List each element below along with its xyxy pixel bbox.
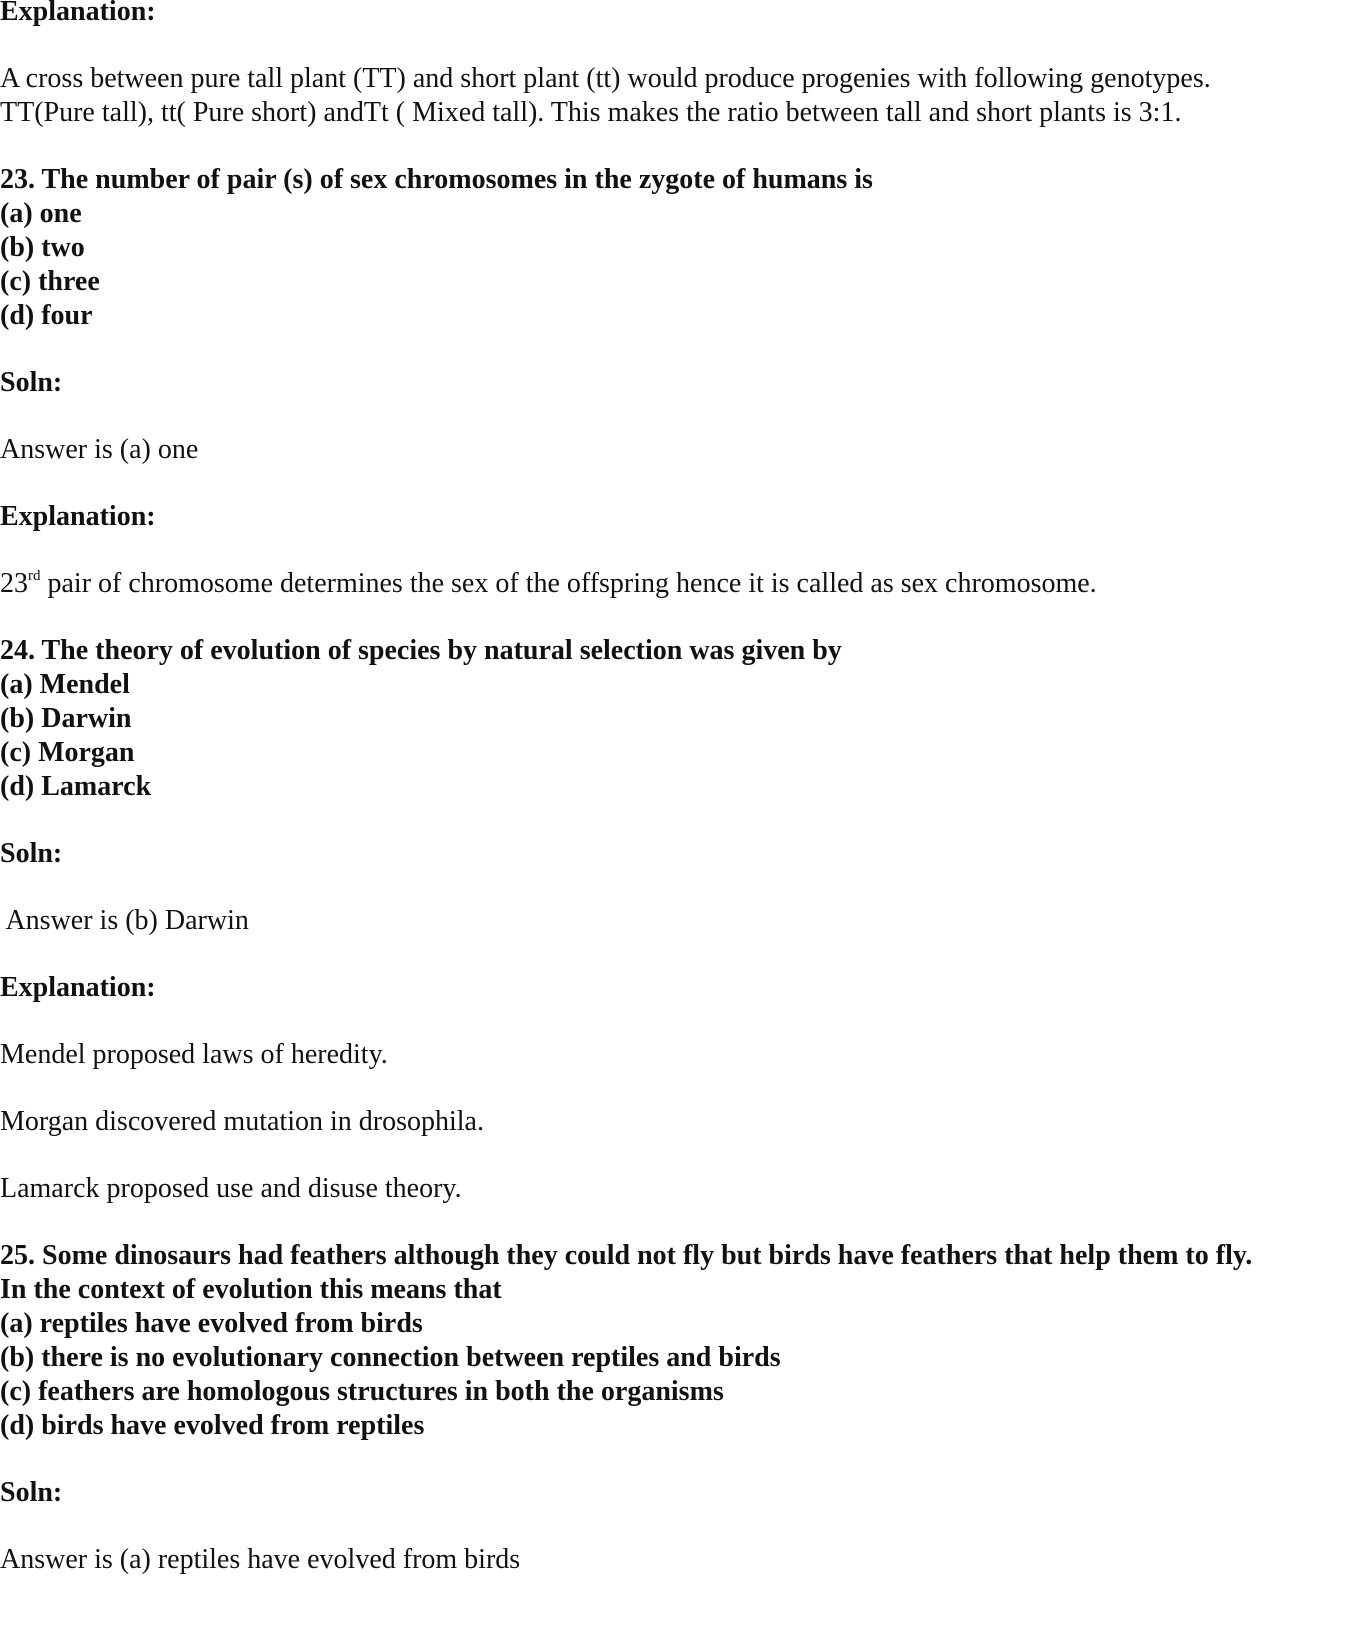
explanation-text-line: Lamarck proposed use and disuse theory. (0, 1173, 462, 1204)
question-25-option-b: (b) there is no evolutionary connection between reptiles and birds (0, 1342, 781, 1373)
soln-heading: Soln: (0, 1477, 63, 1508)
question-25-text-line: 25. Some dinosaurs had feathers although they could not fly but birds have feathers that help them to fly. (0, 1240, 1253, 1271)
question-24-answer: Answer is (b) Darwin (0, 905, 249, 936)
explanation-heading: Explanation: (0, 972, 156, 1003)
soln-heading: Soln: (0, 838, 63, 869)
explanation-heading: Explanation: (0, 0, 156, 27)
explanation-number: 23 (0, 568, 28, 599)
question-25-option-d: (d) birds have evolved from reptiles (0, 1410, 425, 1441)
question-23-option-c: (c) three (0, 266, 100, 297)
question-24-option-d: (d) Lamarck (0, 771, 152, 802)
question-24-text: 24. The theory of evolution of species by natural selection was given by (0, 635, 842, 666)
explanation-text-line: A cross between pure tall plant (TT) and short plant (tt) would produce progenies with following genotypes. (0, 63, 1211, 94)
question-23-answer: Answer is (a) one (0, 434, 199, 465)
question-25-text-line: In the context of evolution this means that (0, 1274, 502, 1305)
question-23-option-d: (d) four (0, 300, 93, 331)
question-24-option-c: (c) Morgan (0, 737, 135, 768)
explanation-text-line: TT(Pure tall), tt( Pure short) andTt ( Mixed tall). This makes the ratio between tall and short plants is 3:1. (0, 97, 1182, 128)
question-23-option-b: (b) two (0, 232, 85, 263)
explanation-heading: Explanation: (0, 501, 156, 532)
question-23-text: 23. The number of pair (s) of sex chromosomes in the zygote of humans is (0, 164, 873, 195)
question-24-option-b: (b) Darwin (0, 703, 132, 734)
question-23-option-a: (a) one (0, 198, 82, 229)
explanation-text-line: Morgan discovered mutation in drosophila. (0, 1106, 484, 1137)
question-24-option-a: (a) Mendel (0, 669, 130, 700)
question-25-option-c: (c) feathers are homologous structures in both the organisms (0, 1376, 724, 1407)
explanation-text: pair of chromosome determines the sex of the offspring hence it is called as sex chromosome. (40, 568, 1097, 599)
question-25-answer: Answer is (a) reptiles have evolved from birds (0, 1544, 521, 1575)
question-25-option-a: (a) reptiles have evolved from birds (0, 1308, 423, 1339)
question-23-explanation (0, 567, 1097, 601)
ordinal-suffix: rd (28, 568, 41, 584)
explanation-text-line: Mendel proposed laws of heredity. (0, 1039, 388, 1070)
soln-heading: Soln: (0, 367, 63, 398)
